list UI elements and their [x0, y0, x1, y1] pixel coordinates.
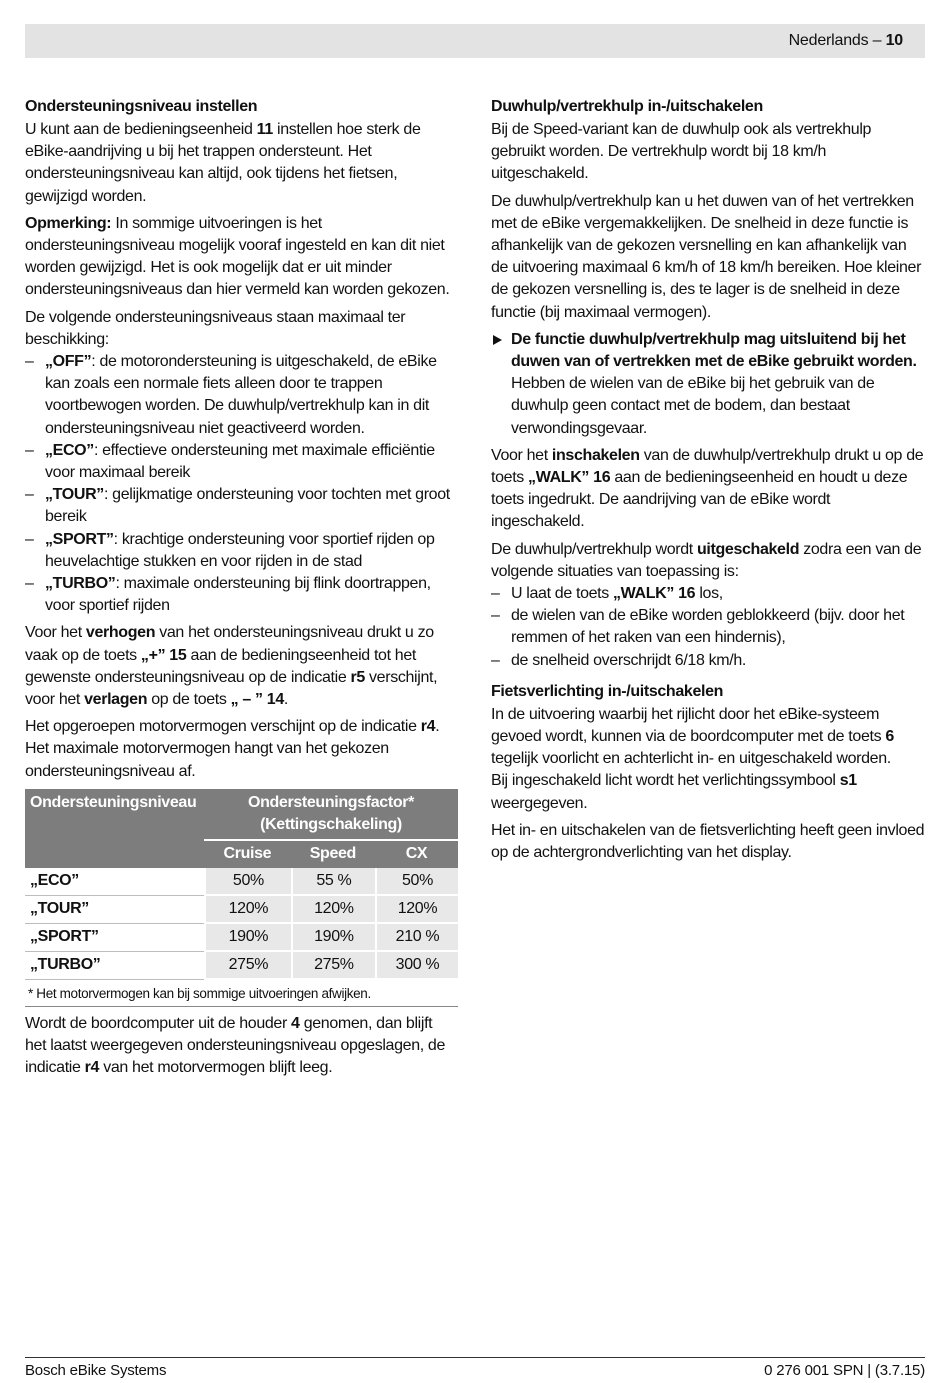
table-cell-level: „ECO”	[25, 868, 204, 896]
footer-brand: Bosch eBike Systems	[25, 1362, 167, 1379]
table-header-level: Ondersteuningsniveau	[25, 789, 204, 868]
support-factor-table	[25, 789, 458, 980]
table-cell: 120%	[291, 896, 375, 924]
table-cell-level: „TOUR”	[25, 896, 204, 924]
header-title	[789, 32, 903, 50]
table-cell: 50%	[375, 868, 458, 896]
section-heading-support-level: Ondersteuningsniveau instellen	[25, 98, 258, 115]
table-cell: 275%	[204, 952, 291, 980]
paragraph: Bij ingeschakeld licht wordt het verlichtingssymbool s1 weergegeven.	[491, 772, 857, 812]
table-cell-level: „SPORT”	[25, 924, 204, 952]
list-item: – „ECO”: effectieve ondersteuning met maximale efficiëntie voor maximaal bereik	[25, 440, 455, 484]
paragraph: Voor het inschakelen van de duwhulp/vertrekhulp drukt u op de toets „WALK” 16 aan de bedieningseenheid en houdt u deze toets ingedrukt. De aandrijving van de eBike wordt ingeschakeld.	[491, 446, 924, 531]
header-language: Nederlands –	[788, 32, 886, 49]
left-column	[25, 96, 455, 1085]
table-cell: 50%	[204, 868, 291, 896]
paragraph: Bij de Speed-variant kan de duwhulp ook als vertrekhulp gebruikt worden. De vertrekhulp wordt bij 18 km/h uitgeschakeld.	[491, 121, 872, 183]
table-cell-level: „TURBO”	[25, 952, 204, 980]
table-cell: 210 %	[375, 924, 458, 952]
table-footnote: * Het motorvermogen kan bij sommige uitvoeringen afwijken.	[25, 980, 458, 1007]
table-cell: 120%	[375, 896, 458, 924]
section-heading-lighting: Fietsverlichting in-/uitschakelen	[491, 682, 724, 700]
paragraph: Wordt de boordcomputer uit de houder 4 genomen, dan blijft het laatst weergegeven ondersteuningsniveau opgeslagen, de indicatie r4 van het motorvermogen blijft leeg.	[25, 1014, 446, 1077]
footer-divider	[25, 1357, 925, 1358]
list-item: – U laat de toets „WALK” 16 los,	[491, 583, 925, 605]
table-header-factor: Ondersteuningsfactor* (Kettingschakeling)	[204, 789, 458, 839]
paragraph: De volgende ondersteuningsniveaus staan maximaal ter beschikking:	[25, 308, 406, 348]
table-row	[25, 924, 458, 952]
table-row	[25, 896, 458, 924]
paragraph: De duwhulp/vertrekhulp wordt uitgeschakeld zodra een van de volgende situaties van toepassing is:	[491, 540, 922, 580]
table-header-cx: CX	[375, 839, 458, 868]
paragraph: Het in- en uitschakelen van de fietsverlichting heeft geen invloed op de achtergrondverlichting van het display.	[491, 821, 925, 862]
section-heading-walk-assist: Duwhulp/vertrekhulp in-/uitschakelen	[491, 98, 763, 115]
paragraph: De duwhulp/vertrekhulp kan u het duwen van of het vertrekken met de eBike vergemakkelijken. De snelheid in deze functie is afhankelijk van de gekozen versnelling en kan afhankelijk van de uitvoering maximaal 6 km/h of 18 km/h bereiken. Hoe kleiner de gekozen versnelling is, des te lager is de snelheid in deze functie (bij maximaal vermogen).	[491, 192, 922, 321]
table-row	[25, 868, 458, 896]
list-item: – „OFF”: de motorondersteuning is uitgeschakeld, de eBike kan zoals een normale fiets alleen door te trappen voortbewogen worden. De duwhulp/vertrekhulp kan in dit ondersteuningsniveau niet geactiveerd worden.	[25, 351, 455, 440]
paragraph: In de uitvoering waarbij het rijlicht door het eBike-systeem gevoed wordt, kunnen via de boordcomputer met de toets 6 tegelijk voorlicht en achterlicht in- en uitgeschakeld worden.	[491, 705, 894, 768]
page-header	[25, 24, 925, 58]
table-cell: 190%	[291, 924, 375, 952]
paragraph: Voor het verhogen van het ondersteuningsniveau drukt u zo vaak op de toets „+” 15 aan de bedieningseenheid tot het gewenste ondersteuningsniveau op de indicatie r5 verschijnt, voor het verlagen op de toets „ – ” 14.	[25, 624, 438, 709]
page-number: 10	[885, 32, 903, 49]
table-header-cruise: Cruise	[204, 839, 291, 868]
table-cell: 55 %	[291, 868, 375, 896]
note-paragraph: Opmerking: In sommige uitvoeringen is het ondersteuningsniveau mogelijk vooraf ingesteld en kan dit niet worden gewijzigd. Het is ook mogelijk dat er uit minder ondersteuningsniveaus dan hier vermeld kan worden gekozen.	[25, 214, 450, 299]
right-column	[491, 96, 925, 869]
warning-triangle-icon	[493, 335, 502, 345]
list-item: – de snelheid overschrijdt 6/18 km/h.	[491, 650, 925, 672]
list-item: – „SPORT”: krachtige ondersteuning voor sportief rijden op heuvelachtige stukken en voor rijden in de stad	[25, 529, 455, 573]
footer-doc-number: 0 276 001 SPN | (3.7.15)	[764, 1362, 925, 1379]
deactivation-list	[491, 583, 925, 672]
table-cell: 300 %	[375, 952, 458, 980]
support-level-list	[25, 351, 455, 617]
list-item: – de wielen van de eBike worden geblokkeerd (bijv. door het remmen of het raken van een hindernis),	[491, 605, 925, 649]
list-item: – „TOUR”: gelijkmatige ondersteuning voor tochten met groot bereik	[25, 484, 455, 528]
paragraph: U kunt aan de bedieningseenheid 11 instellen hoe sterk de eBike-aandrijving u bij het trappen ondersteunt. Het ondersteuningsniveau kan altijd, ook tijdens het fietsen, gewijzigd worden.	[25, 121, 421, 205]
list-item: – „TURBO”: maximale ondersteuning bij flink doortrappen, voor sportief rijden	[25, 573, 455, 617]
paragraph: Het opgeroepen motorvermogen verschijnt op de indicatie r4. Het maximale motorvermogen hangt van het gekozen ondersteuningsniveau af.	[25, 718, 440, 780]
table-cell: 120%	[204, 896, 291, 924]
table-cell: 190%	[204, 924, 291, 952]
table-row	[25, 952, 458, 980]
warning-block: De functie duwhulp/vertrekhulp mag uitsluitend bij het duwen van of vertrekken met de eBike gebruikt worden. Hebben de wielen van de eBike bij het gebruik van de duwhulp geen contact met de bodem, dan bestaat verwondingsgevaar.	[491, 329, 925, 440]
table-cell: 275%	[291, 952, 375, 980]
table-header-speed: Speed	[291, 839, 375, 868]
